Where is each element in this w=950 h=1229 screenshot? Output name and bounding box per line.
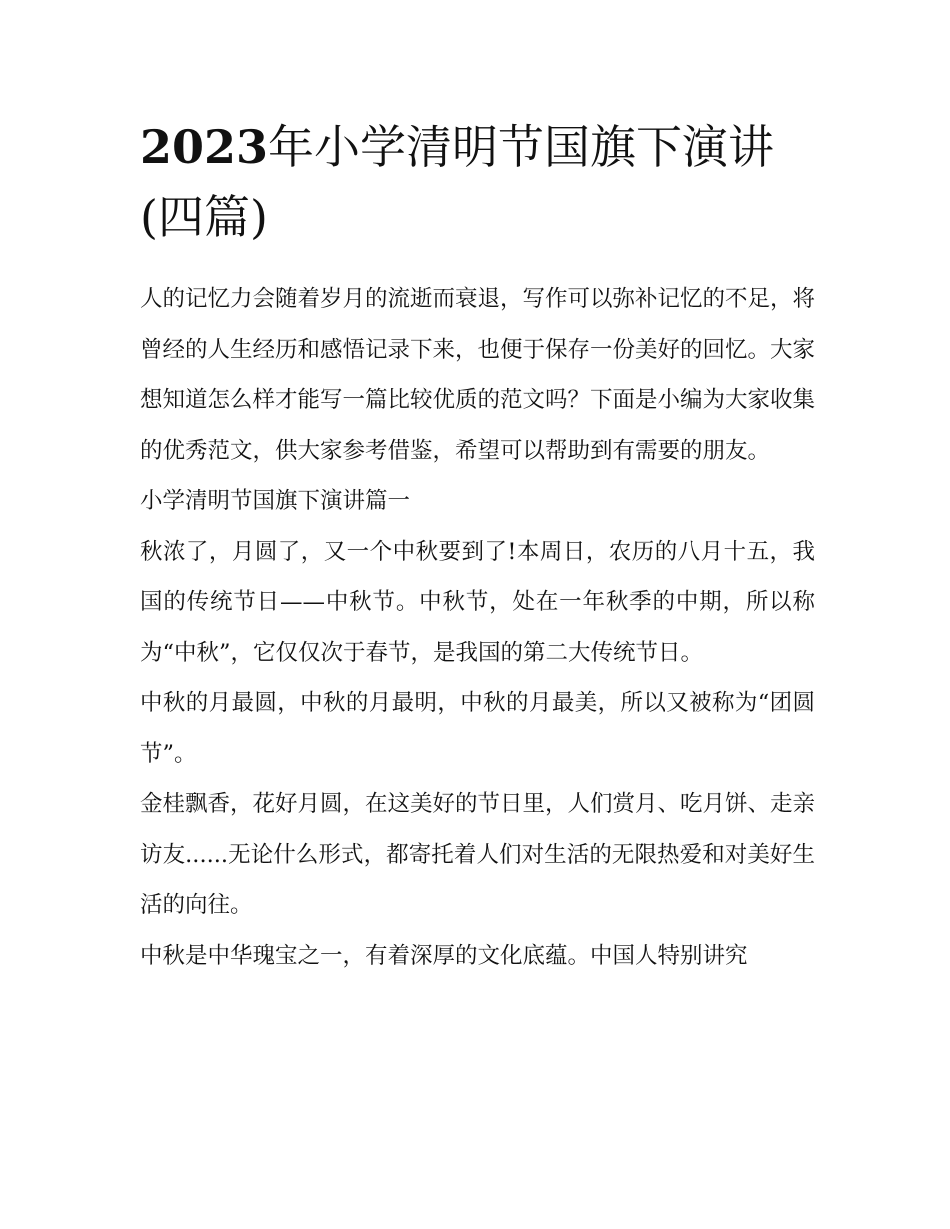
body-paragraph-4: 中秋是中华瑰宝之一，有着深厚的文化底蕴。中国人特别讲究: [140, 942, 748, 969]
section-heading: 小学清明节国旗下演讲篇一: [140, 488, 411, 514]
title-year: 2023: [140, 120, 269, 174]
document-title: [140, 112, 815, 252]
body-paragraph-3: 金桂飘香，花好月圆，在这美好的节日里，人们赏月、吃月饼、走亲访友......无论什么形式，都寄托着人们对生活的无限热爱和对美好生活的向往。: [140, 791, 816, 918]
intro-paragraph: 人的记忆力会随着岁月的流逝而衰退，写作可以弥补记忆的不足，将曾经的人生经历和感悟记录下来，也便于保存一份美好的回忆。大家想知道怎么样才能写一篇比较优质的范文吗？下面是小编为大家收集的优秀范文，供大家参考借鉴，希望可以帮助到有需要的朋友。: [140, 286, 816, 464]
title-text: 年小学清明节国旗下演讲(四篇): [140, 120, 775, 244]
body-paragraph-1: 秋浓了，月圆了，又一个中秋要到了!本周日，农历的八月十五，我国的传统节日——中秋节。中秋节，处在一年秋季的中期，所以称为“中秋”，它仅仅次于春节，是我国的第二大传统节日。: [140, 538, 815, 666]
body-paragraph-2: 中秋的月最圆，中秋的月最明，中秋的月最美，所以又被称为“团圆节”。: [140, 690, 815, 767]
document-page: [140, 112, 815, 981]
